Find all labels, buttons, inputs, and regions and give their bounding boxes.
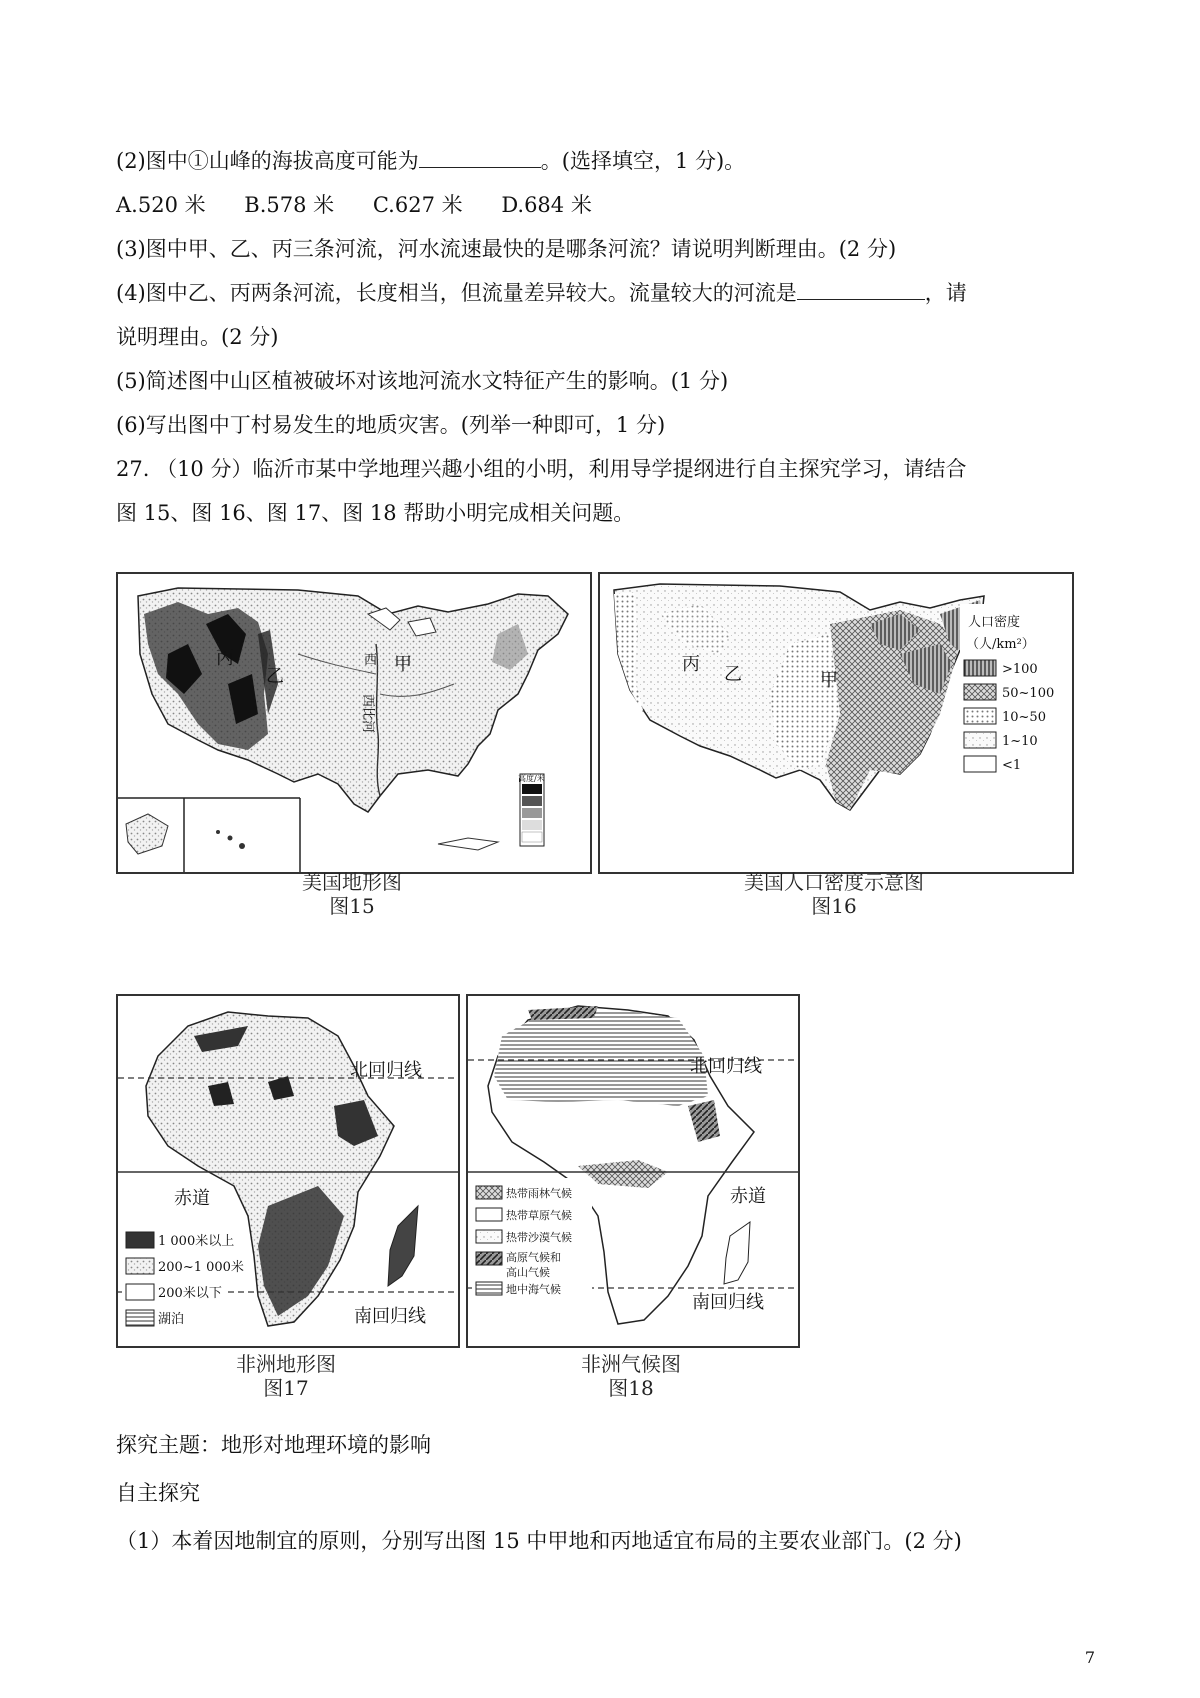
question-6: (6)写出图中丁村易发生的地质灾害。(列举一种即可，1 分): [116, 413, 666, 437]
option-d: D.684 米: [501, 193, 592, 217]
legend-title: 高度/米: [518, 774, 545, 783]
tropic-of-capricorn-label: 南回归线: [354, 1306, 426, 1327]
question-2: (2)图中①山峰的海拔高度可能为 。(选择填空，1 分)。: [116, 149, 746, 173]
question-27-line2: 图 15、图 16、图 17、图 18 帮助小明完成相关问题。: [116, 501, 635, 525]
legend-label-3: 热带沙漠气候: [506, 1231, 572, 1244]
label-mississippi: 西比河: [360, 694, 375, 734]
label-bing: 丙: [682, 654, 700, 675]
legend-title: 人口密度: [968, 615, 1021, 630]
label-yi: 乙: [266, 666, 284, 687]
tropic-of-cancer-label: 北回归线: [690, 1056, 762, 1077]
answer-blank[interactable]: [797, 279, 925, 300]
option-a: A.520 米: [116, 193, 206, 217]
self-study-heading: 自主探究: [116, 1481, 200, 1505]
label-jia: 甲: [820, 670, 838, 691]
legend-label-3: 200米以下: [158, 1286, 222, 1301]
label-xi: 西: [364, 653, 378, 668]
answer-blank[interactable]: [419, 147, 541, 168]
legend-label-4a: 高原气候和: [506, 1251, 561, 1264]
question-4-continued: 说明理由。(2 分): [116, 325, 279, 349]
question-27-line1: 27. （10 分）临沂市某中学地理兴趣小组的小明，利用导学提纲进行自主探究学习，请结合: [116, 457, 967, 481]
exploration-theme: 探究主题：地形对地理环境的影响: [116, 1433, 431, 1457]
page-number: 7: [1084, 1648, 1095, 1667]
legend-label-1: >100: [1002, 662, 1038, 677]
legend-label-3: 10~50: [1002, 710, 1046, 725]
equator-label: 赤道: [730, 1186, 766, 1207]
tropic-of-cancer-label: 北回归线: [350, 1060, 422, 1081]
label-yi: 乙: [724, 664, 742, 685]
sub-question-1: （1）本着因地制宜的原则，分别写出图 15 中甲地和丙地适宜布局的主要农业部门。(2 分): [116, 1529, 962, 1553]
us-population-map: [598, 572, 1074, 874]
question-5: (5)简述图中山区植被破坏对该地河流水文特征产生的影响。(1 分): [116, 369, 729, 393]
option-b: B.578 米: [244, 193, 335, 217]
question-2-options: [116, 190, 624, 220]
question-4: (4)图中乙、丙两条河流，长度相当，但流量差异较大。流量较大的河流是 ，请: [116, 281, 967, 305]
equator-label: 赤道: [174, 1188, 210, 1209]
fig18-caption: 非洲气候图 图18: [581, 1352, 681, 1400]
fig16-caption: 美国人口密度示意图 图16: [744, 870, 924, 918]
label-jia: 甲: [394, 654, 412, 675]
question-3: (3)图中甲、乙、丙三条河流，河水流速最快的是哪条河流？请说明判断理由。(2 分): [116, 237, 897, 261]
africa-terrain-map: [116, 994, 460, 1348]
fig17-caption: 非洲地形图 图17: [236, 1352, 336, 1400]
legend-label-4b: 高山气候: [506, 1266, 550, 1279]
fig15-caption: 美国地形图 图15: [302, 870, 402, 918]
legend-label-2: 50~100: [1002, 686, 1055, 701]
legend-label-2: 200~1 000米: [158, 1260, 244, 1275]
legend-label-4: 湖泊: [158, 1312, 185, 1327]
legend-label-5: <1: [1002, 758, 1022, 773]
tropic-of-capricorn-label: 南回归线: [692, 1292, 764, 1313]
africa-climate-map: [466, 994, 800, 1348]
legend-label-5: 地中海气候: [506, 1283, 561, 1296]
legend-label-1: 热带雨林气候: [506, 1187, 572, 1200]
legend-label-1: 1 000米以上: [158, 1234, 235, 1249]
label-bing: 丙: [216, 648, 234, 669]
legend-label-4: 1~10: [1002, 734, 1038, 749]
legend-label-2: 热带草原气候: [506, 1209, 572, 1222]
option-c: C.627 米: [372, 193, 463, 217]
legend-unit: （人/km²）: [966, 637, 1035, 652]
us-terrain-map: [116, 572, 592, 874]
